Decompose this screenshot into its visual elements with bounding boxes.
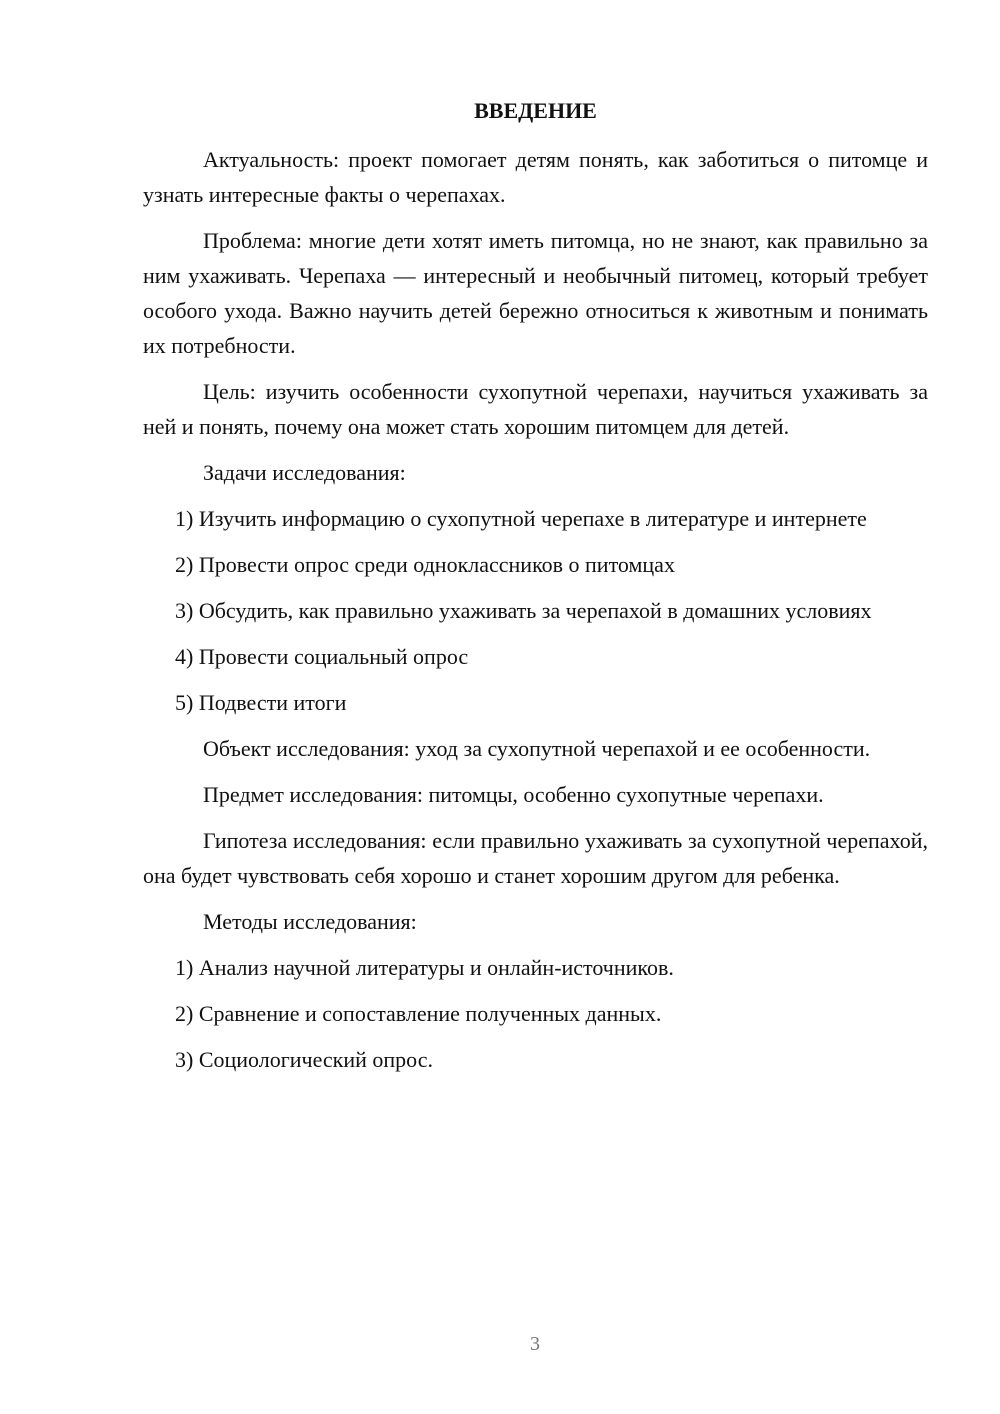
task-item: 5) Подвести итоги (175, 690, 347, 715)
section-heading: ВВЕДЕНИЕ (474, 98, 597, 123)
task-item: 1) Изучить информацию о сухопутной черепахе в литературе и интернете (175, 506, 867, 531)
method-item: 3) Социологический опрос. (175, 1047, 433, 1072)
relevance-paragraph: Актуальность: проект помогает детям понять, как заботиться о питомце и узнать интересные факты о черепахах. (143, 147, 928, 207)
object-paragraph: Объект исследования: уход за сухопутной черепахой и ее особенности. (203, 736, 871, 761)
tasks-label: Задачи исследования: (203, 460, 406, 485)
goal-paragraph: Цель: изучить особенности сухопутной черепахи, научиться ухаживать за ней и понять, почему она может стать хорошим питомцем для детей. (143, 379, 928, 439)
problem-paragraph: Проблема: многие дети хотят иметь питомца, но не знают, как правильно за ним ухаживать. Черепаха — интересный и необычный питомец, который требует особого ухода. Важно научить детей бережно относиться к животным и понимать их потребности. (143, 228, 928, 358)
task-item: 3) Обсудить, как правильно ухаживать за черепахой в домашних условиях (175, 598, 872, 623)
task-item: 2) Провести опрос среди одноклассников о питомцах (175, 552, 675, 577)
document-page (143, 96, 928, 1088)
hypothesis-paragraph: Гипотеза исследования: если правильно ухаживать за сухопутной черепахой, она будет чувствовать себя хорошо и станет хорошим другом для ребенка. (143, 828, 928, 888)
page-number: 3 (530, 1333, 540, 1355)
method-item: 2) Сравнение и сопоставление полученных данных. (175, 1001, 662, 1026)
methods-label: Методы исследования: (203, 909, 417, 934)
method-item: 1) Анализ научной литературы и онлайн-источников. (175, 955, 674, 980)
subject-paragraph: Предмет исследования: питомцы, особенно сухопутные черепахи. (203, 782, 824, 807)
task-item: 4) Провести социальный опрос (175, 644, 469, 669)
